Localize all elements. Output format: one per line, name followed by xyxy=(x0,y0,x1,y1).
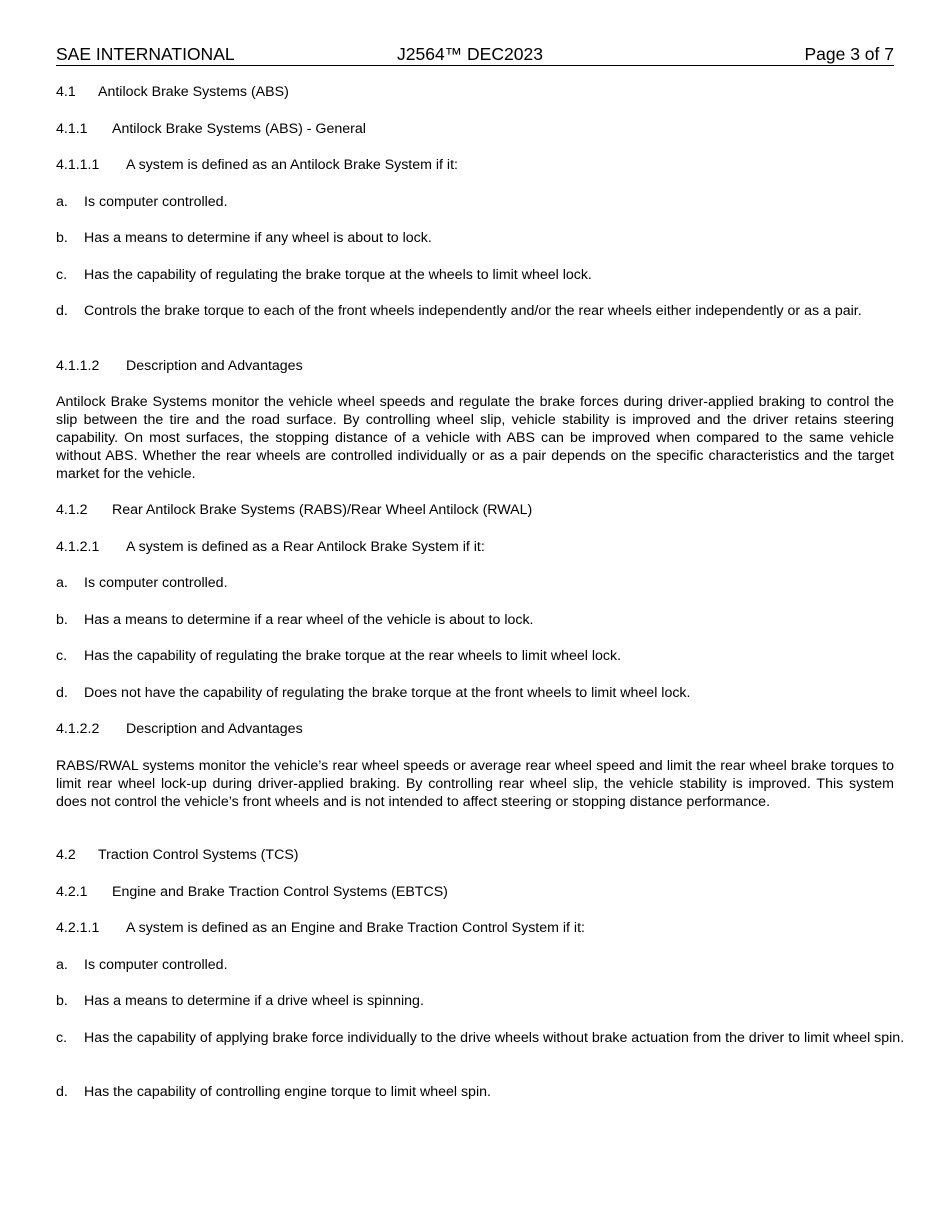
section-number: 4.1.2.1 xyxy=(56,539,100,555)
list-item-letter: b. xyxy=(56,993,68,1009)
list-item-letter: c. xyxy=(56,267,68,283)
section-heading-4-1-1-2 xyxy=(56,357,894,375)
list-item-text: Is computer controlled. xyxy=(84,194,228,210)
section-title: Description and Advantages xyxy=(126,358,303,374)
paragraph-abs-description: Antilock Brake Systems monitor the vehicle wheel speeds and regulate the brake forces during driver-applied braking to control the slip between the tire and the road surface. By controlling wheel slip, vehicle stability is improved and the driver retains steering capability. On most surfaces, the stopping distance of a vehicle with ABS can be improved when compared to the same vehicle without ABS. Whether the rear wheels are controlled individually or as a pair depends on the specific characteristics and the target market for the vehicle. xyxy=(56,394,894,482)
list-item-letter: b. xyxy=(56,230,68,246)
list-item-letter: c. xyxy=(56,648,68,664)
section-heading-4-1-2-2 xyxy=(56,720,894,738)
list-item xyxy=(56,956,922,974)
list-item xyxy=(56,266,922,284)
list-item xyxy=(56,229,922,247)
section-number: 4.1.2 xyxy=(56,502,88,518)
section-number: 4.2.1.1 xyxy=(56,920,100,936)
list-item xyxy=(56,574,922,592)
section-title: Antilock Brake Systems (ABS) xyxy=(98,84,289,100)
section-title: A system is defined as an Antilock Brake System if it: xyxy=(126,157,458,173)
list-item-text: Has a means to determine if a drive wheel is spinning. xyxy=(84,993,424,1009)
section-number: 4.1.1.1 xyxy=(56,157,100,173)
section-title: Antilock Brake Systems (ABS) - General xyxy=(112,121,366,137)
list-item xyxy=(56,302,922,320)
section-number: 4.1 xyxy=(56,84,76,100)
section-title: A system is defined as an Engine and Brake Traction Control System if it: xyxy=(126,920,585,936)
list-item-text: Has the capability of regulating the brake torque at the rear wheels to limit wheel lock. xyxy=(84,648,622,664)
section-title: A system is defined as a Rear Antilock Brake System if it: xyxy=(126,539,485,555)
list-item-letter: b. xyxy=(56,612,68,628)
list-item-letter: a. xyxy=(56,957,68,973)
list-item-letter: d. xyxy=(56,1084,68,1100)
list-item-text: Has the capability of regulating the brake torque at the wheels to limit wheel lock. xyxy=(84,267,592,283)
list-item-letter: c. xyxy=(56,1030,68,1046)
section-title: Traction Control Systems (TCS) xyxy=(98,847,299,863)
list-item xyxy=(56,647,922,665)
list-item-letter: d. xyxy=(56,303,68,319)
section-heading-4-1-2-1 xyxy=(56,538,894,556)
section-heading-4-1-1 xyxy=(56,120,894,138)
section-title: Engine and Brake Traction Control Systems (EBTCS) xyxy=(112,884,448,900)
header-org: SAE INTERNATIONAL xyxy=(56,44,235,64)
list-item-letter: a. xyxy=(56,194,68,210)
section-heading-4-1-1-1 xyxy=(56,156,894,174)
section-number: 4.2 xyxy=(56,847,76,863)
list-item xyxy=(56,1029,922,1047)
section-heading-4-1 xyxy=(56,83,894,101)
list-item-text: Is computer controlled. xyxy=(84,957,228,973)
list-item-letter: d. xyxy=(56,685,68,701)
section-heading-4-1-2 xyxy=(56,501,894,519)
list-item-text: Has a means to determine if any wheel is about to lock. xyxy=(84,230,432,246)
list-item xyxy=(56,193,922,211)
list-item xyxy=(56,611,922,629)
section-number: 4.1.1 xyxy=(56,121,88,137)
section-heading-4-2 xyxy=(56,846,894,864)
list-item-text: Has a means to determine if a rear wheel of the vehicle is about to lock. xyxy=(84,612,534,628)
list-item-text: Has the capability of controlling engine torque to limit wheel spin. xyxy=(84,1084,491,1100)
page-header xyxy=(56,44,894,66)
section-heading-4-2-1-1 xyxy=(56,919,894,937)
section-title: Rear Antilock Brake Systems (RABS)/Rear Wheel Antilock (RWAL) xyxy=(112,502,533,518)
section-number: 4.2.1 xyxy=(56,884,88,900)
section-number: 4.1.2.2 xyxy=(56,721,100,737)
list-item-text: Does not have the capability of regulating the brake torque at the front wheels to limit wheel lock. xyxy=(84,685,691,701)
header-page-number: Page 3 of 7 xyxy=(804,44,894,64)
list-item xyxy=(56,992,922,1010)
list-item-text: Has the capability of applying brake force individually to the drive wheels without brake actuation from the driver to limit wheel spin. xyxy=(84,1030,905,1046)
list-item xyxy=(56,1083,922,1101)
paragraph-rabs-description: RABS/RWAL systems monitor the vehicle’s rear wheel speeds or average rear wheel speed and limit the rear wheel brake torques to limit rear wheel lock-up during driver-applied braking. By controlling rear wheel slip, the vehicle stability is improved. This system does not control the vehicle’s front wheels and is not intended to affect steering or stopping distance performance. xyxy=(56,758,894,810)
section-number: 4.1.1.2 xyxy=(56,358,100,374)
list-item-text: Controls the brake torque to each of the front wheels independently and/or the rear wheels either independently or as a pair. xyxy=(84,303,862,319)
document-page xyxy=(56,44,905,1100)
header-doc-id: J2564™ DEC2023 xyxy=(397,44,543,64)
list-item-letter: a. xyxy=(56,575,68,591)
section-heading-4-2-1 xyxy=(56,883,894,901)
list-item-text: Is computer controlled. xyxy=(84,575,228,591)
list-item xyxy=(56,684,922,702)
section-title: Description and Advantages xyxy=(126,721,303,737)
